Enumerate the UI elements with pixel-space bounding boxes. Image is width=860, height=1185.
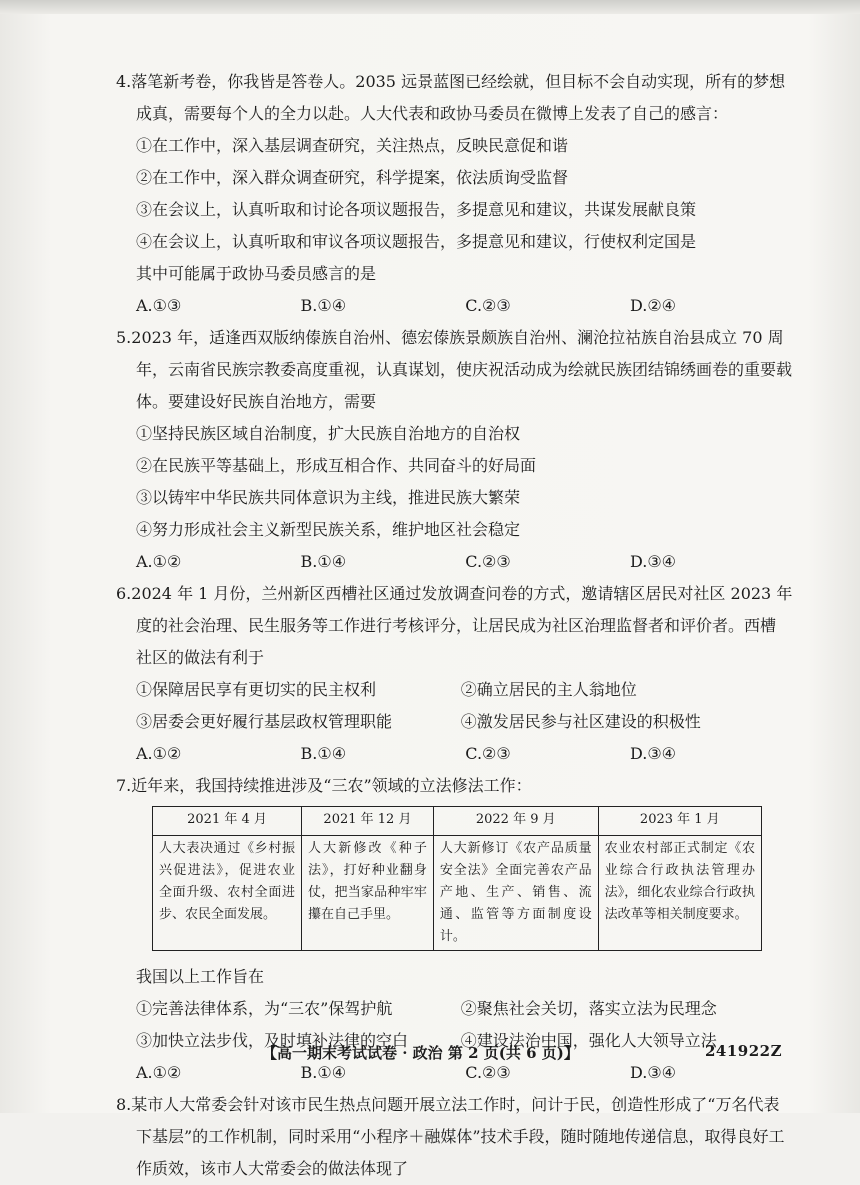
option-item: ②在民族平等基础上，形成互相合作、共同奋斗的好局面 (136, 456, 537, 475)
choice-d: D.②④ (629, 296, 676, 315)
question-stem: 我国以上工作旨在 (136, 967, 265, 986)
paper-code: 241922Z (705, 1042, 783, 1060)
choice-c: C.②③ (465, 552, 511, 571)
question-text: 成真，需要每个人的全力以赴。人大代表和政协马委员在微博上发表了自己的感言： (136, 104, 729, 123)
choice-a: A.①② (136, 1063, 182, 1082)
option-item: ①在工作中，深入基层调查研究，关注热点，反映民意促和谐 (136, 136, 569, 155)
table-header-row (153, 807, 762, 836)
option-item: ④在会议上，认真听取和审议各项议题报告，多提意见和建议，行使权利定国是 (136, 232, 697, 251)
question-6 (116, 578, 793, 770)
question-text: 6.2024 年 1 月份，兰州新区西槽社区通过发放调查问卷的方式，邀请辖区居民对社区 2023 年 (116, 584, 793, 603)
table-header: 2023 年 1 月 (598, 807, 761, 836)
choice-b: B.①④ (300, 552, 347, 571)
choice-b: B.①④ (300, 296, 347, 315)
choice-d: D.③④ (629, 1063, 676, 1082)
choice-b: B.①④ (300, 1063, 347, 1082)
question-text: 8.某市人大常委会针对该市民生热点问题开展立法工作时，问计于民，创造性形成了“万名代表 (116, 1095, 780, 1114)
question-text: 5.2023 年，适逢西双版纳傣族自治州、德宏傣族景颇族自治州、澜沧拉祜族自治县成立 70 周 (116, 328, 784, 347)
question-text: 度的社会治理、民生服务等工作进行考核评分，让居民成为社区治理监督者和评价者。西槽 (136, 616, 777, 635)
option-item: ②在工作中，深入群众调查研究，科学提案，依法质询受监督 (136, 168, 569, 187)
option-item: ④建设法治中国，强化人大领导立法 (460, 1031, 717, 1050)
choice-b: B.①④ (300, 744, 347, 763)
choice-d: D.③④ (629, 552, 676, 571)
question-text: 作质效，该市人大常委会的做法体现了 (136, 1159, 409, 1178)
table-header: 2021 年 12 月 (302, 807, 434, 836)
table-cell: 人大新修订《农产品质量安全法》全面完善农产品产地、生产、销售、流通、监管等方面制度设计。 (433, 836, 598, 951)
table-row (153, 836, 762, 951)
answer-choices (116, 290, 756, 322)
question-5 (116, 322, 793, 578)
table-header: 2021 年 4 月 (153, 807, 302, 836)
option-item: ④激发居民参与社区建设的积极性 (460, 712, 701, 731)
option-item: ③在会议上，认真听取和讨论各项议题报告，多提意见和建议，共谋发展献良策 (136, 200, 697, 219)
footer-title: 【高一期末考试试卷 · 政治 第 2 页(共 6 页)】 (262, 1044, 579, 1062)
question-8 (116, 1089, 785, 1185)
question-stem: 其中可能属于政协马委员感言的是 (136, 264, 377, 283)
answer-choices (116, 546, 756, 578)
option-item: ①保障居民享有更切实的民主权利 (136, 680, 377, 699)
question-text: 社区的做法有利于 (136, 648, 265, 667)
option-item: ④努力形成社会主义新型民族关系，维护地区社会稳定 (136, 520, 521, 539)
option-item: ②聚焦社会关切，落实立法为民理念 (460, 999, 717, 1018)
question-text: 下基层”的工作机制，同时采用“小程序＋融媒体”技术手段，随时随地传递信息，取得良好工 (136, 1127, 785, 1146)
choice-c: C.②③ (465, 1063, 511, 1082)
option-row (116, 706, 756, 738)
question-content (116, 66, 793, 1185)
option-item: ①完善法律体系，为“三农”保驾护航 (136, 999, 393, 1018)
table-cell: 人大新修改《种子法》，打好种业翻身仗，把当家品种牢牢攥在自己手里。 (302, 836, 434, 951)
option-item: ②确立居民的主人翁地位 (460, 680, 637, 699)
choice-c: C.②③ (465, 296, 511, 315)
question-4 (116, 66, 786, 322)
option-item: ①坚持民族区域自治制度，扩大民族自治地方的自治权 (136, 424, 521, 443)
table-cell: 人大表决通过《乡村振兴促进法》，促进农业全面升级、农村全面进步、农民全面发展。 (153, 836, 302, 951)
option-row (116, 674, 756, 706)
choice-a: A.①③ (136, 296, 182, 315)
question-text: 体。要建设好民族自治地方，需要 (136, 392, 377, 411)
question-text: 7.近年来，我国持续推进涉及“三农”领域的立法修法工作： (116, 776, 532, 795)
page-footer (0, 1038, 860, 1068)
question-text: 年，云南省民族宗教委高度重视，认真谋划，使庆祝活动成为绘就民族团结锦绣画卷的重要载 (136, 360, 793, 379)
scan-edge (0, 0, 860, 14)
option-item: ③居委会更好履行基层政权管理职能 (136, 712, 393, 731)
choice-a: A.①② (136, 744, 182, 763)
table-cell: 农业农村部正式制定《农业综合行政执法管理办法》，细化农业综合行政执法改革等相关制度要求。 (598, 836, 761, 951)
choice-a: A.①② (136, 552, 182, 571)
table-header: 2022 年 9 月 (433, 807, 598, 836)
option-item: ③加快立法步伐，及时填补法律的空白 (136, 1031, 409, 1050)
question-text: 4.落笔新考卷，你我皆是答卷人。2035 远景蓝图已经绘就，但目标不会自动实现，所有的梦想 (116, 72, 786, 91)
choice-c: C.②③ (465, 744, 511, 763)
choice-d: D.③④ (629, 744, 676, 763)
option-item: ③以铸牢中华民族共同体意识为主线，推进民族大繁荣 (136, 488, 521, 507)
legislation-table (152, 806, 762, 951)
option-row (116, 993, 756, 1025)
answer-choices (116, 738, 756, 770)
